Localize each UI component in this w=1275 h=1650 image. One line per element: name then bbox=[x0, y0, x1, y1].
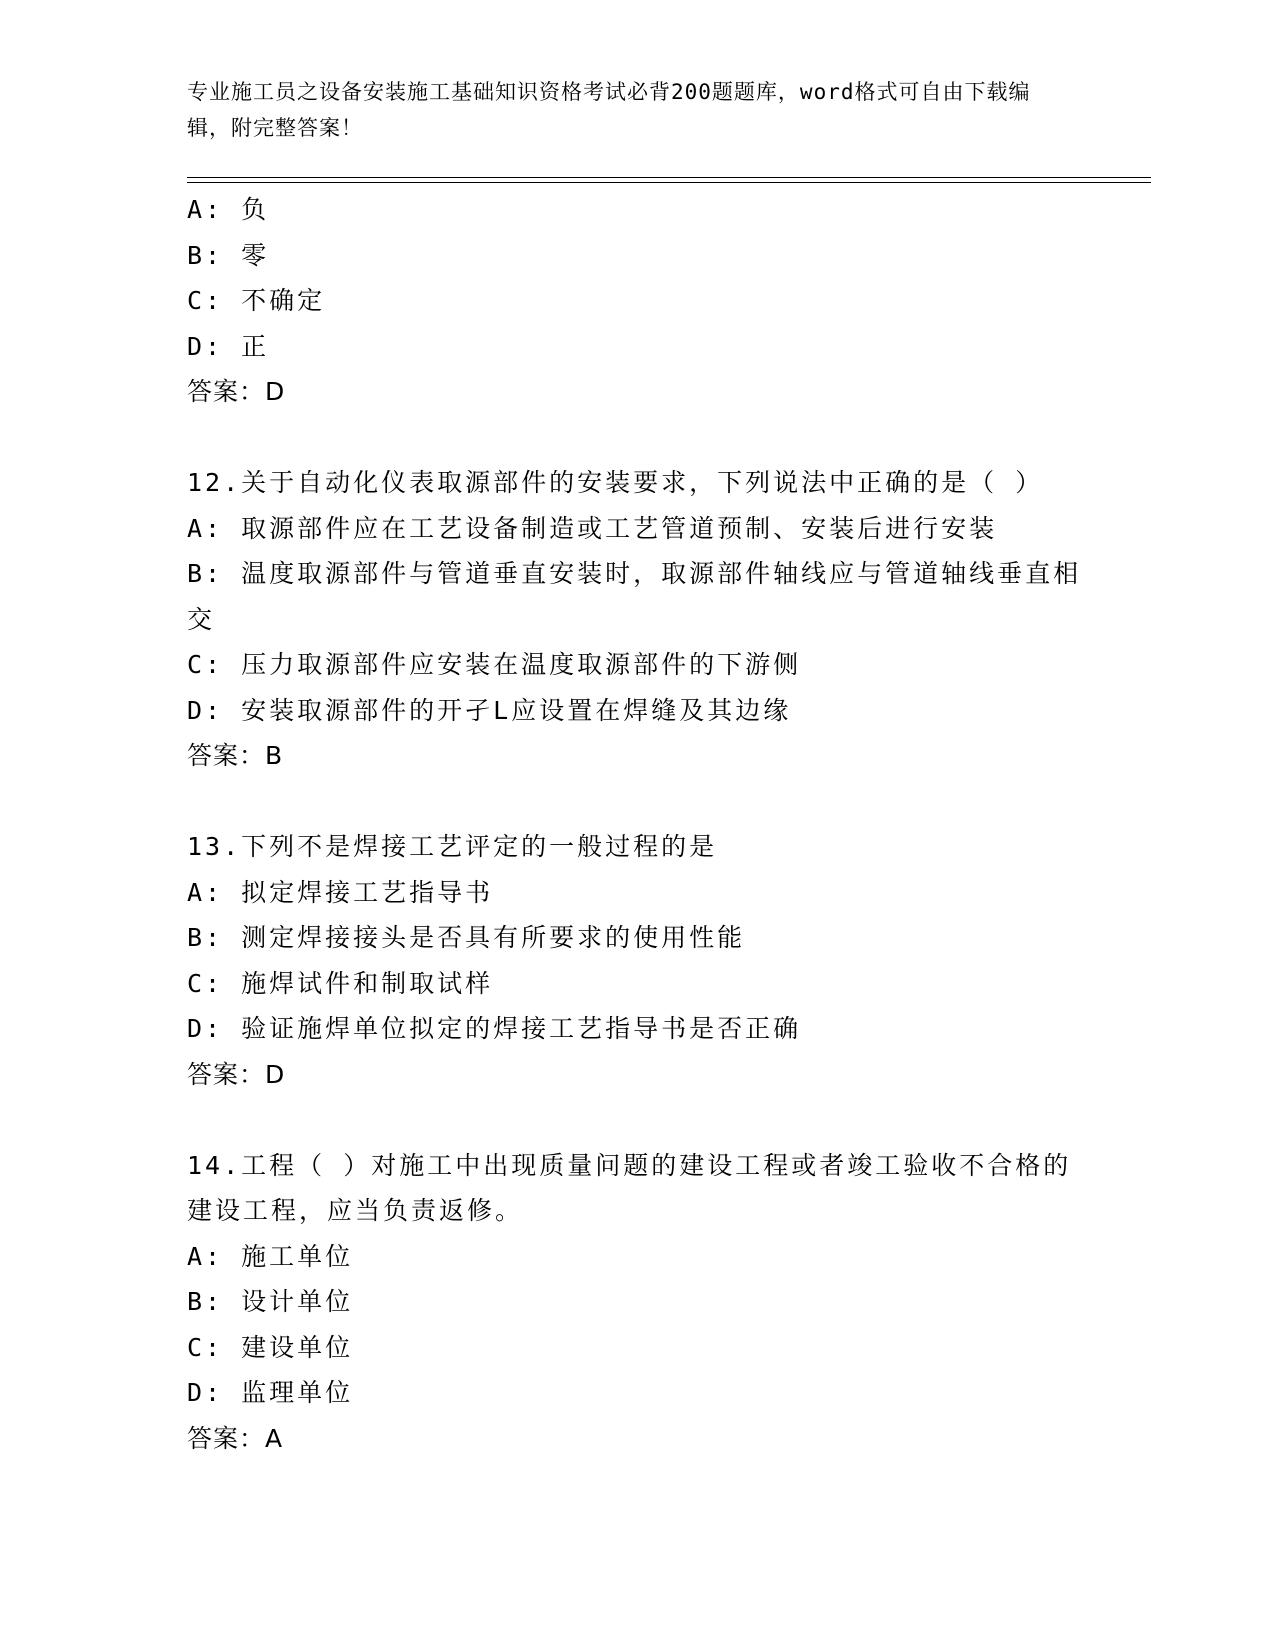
answer-line: 答案：D bbox=[187, 1059, 286, 1089]
option-label: D: bbox=[187, 1014, 224, 1043]
question-block-11 bbox=[187, 187, 1087, 415]
option-d bbox=[187, 688, 1087, 734]
spacer bbox=[187, 1097, 1087, 1143]
question-block-13 bbox=[187, 824, 1087, 1097]
option-label: C: bbox=[187, 968, 224, 998]
answer-line: 答案：B bbox=[187, 741, 284, 770]
option-text: 温度取源部件与管道垂直安装时，取源部件轴线应与管道轴线垂直相交 bbox=[187, 559, 1082, 634]
option-a bbox=[187, 187, 1087, 233]
option-label: C: bbox=[187, 286, 224, 315]
option-text: 施工单位 bbox=[241, 1241, 354, 1271]
header-rule-top bbox=[187, 177, 1151, 178]
option-d bbox=[187, 324, 1087, 370]
option-text: 拟定焊接工艺指导书 bbox=[241, 877, 494, 907]
option-d bbox=[187, 1006, 1087, 1052]
option-a bbox=[187, 1234, 1087, 1280]
option-b bbox=[187, 915, 1087, 961]
option-a bbox=[187, 506, 1087, 552]
option-label: A: bbox=[187, 877, 224, 907]
option-c bbox=[187, 961, 1087, 1007]
question-block-14 bbox=[187, 1143, 1087, 1462]
option-label: D: bbox=[187, 695, 224, 725]
option-label: B: bbox=[187, 559, 224, 588]
option-text: 零 bbox=[241, 240, 270, 270]
option-label: C: bbox=[187, 1332, 224, 1362]
option-label: B: bbox=[187, 240, 224, 270]
header-rule-bottom bbox=[187, 182, 1151, 183]
option-label: D: bbox=[187, 1378, 224, 1407]
question-list bbox=[187, 187, 1087, 1461]
option-d bbox=[187, 1370, 1087, 1416]
option-a bbox=[187, 870, 1087, 916]
option-text: 验证施焊单位拟定的焊接工艺指导书是否正确 bbox=[241, 1014, 802, 1043]
option-c bbox=[187, 642, 1087, 688]
option-label: A: bbox=[187, 513, 224, 543]
option-text: 不确定 bbox=[241, 286, 326, 315]
option-c bbox=[187, 278, 1087, 324]
document-header: 专业施工员之设备安装施工基础知识资格考试必背200题题库，word格式可自由下载编辑，附完整答案！ bbox=[187, 80, 1031, 140]
option-label: C: bbox=[187, 650, 224, 679]
option-text: 安装取源部件的开孑L应设置在焊缝及其边缘 bbox=[241, 695, 792, 725]
option-b bbox=[187, 1279, 1087, 1325]
answer-line: 答案：A bbox=[187, 1423, 284, 1453]
option-text: 施焊试件和制取试样 bbox=[241, 968, 494, 998]
option-label: B: bbox=[187, 923, 224, 952]
option-c bbox=[187, 1325, 1087, 1371]
option-label: A: bbox=[187, 1241, 224, 1271]
question-text: 14.工程（ ）对施工中出现质量问题的建设工程或者竣工验收不合格的建设工程，应当负责返修。 bbox=[187, 1150, 1072, 1225]
option-label: B: bbox=[187, 1287, 224, 1316]
option-label: A: bbox=[187, 195, 224, 224]
option-text: 压力取源部件应安装在温度取源部件的下游侧 bbox=[241, 650, 802, 679]
option-label: D: bbox=[187, 331, 224, 361]
question-text: 12.关于自动化仪表取源部件的安装要求，下列说法中正确的是（ ） bbox=[187, 468, 1044, 497]
spacer bbox=[187, 415, 1087, 461]
option-text: 设计单位 bbox=[241, 1287, 354, 1316]
option-text: 监理单位 bbox=[241, 1378, 354, 1407]
question-block-12 bbox=[187, 460, 1087, 779]
spacer bbox=[187, 779, 1087, 825]
option-text: 测定焊接接头是否具有所要求的使用性能 bbox=[241, 923, 746, 952]
option-text: 建设单位 bbox=[241, 1332, 354, 1362]
option-b bbox=[187, 233, 1087, 279]
option-text: 取源部件应在工艺设备制造或工艺管道预制、安装后进行安装 bbox=[241, 513, 998, 543]
question-text: 13.下列不是焊接工艺评定的一般过程的是 bbox=[187, 832, 718, 861]
option-text: 负 bbox=[241, 195, 270, 224]
option-b bbox=[187, 551, 1087, 642]
option-text: 正 bbox=[241, 331, 270, 361]
answer-line: 答案：D bbox=[187, 377, 286, 406]
